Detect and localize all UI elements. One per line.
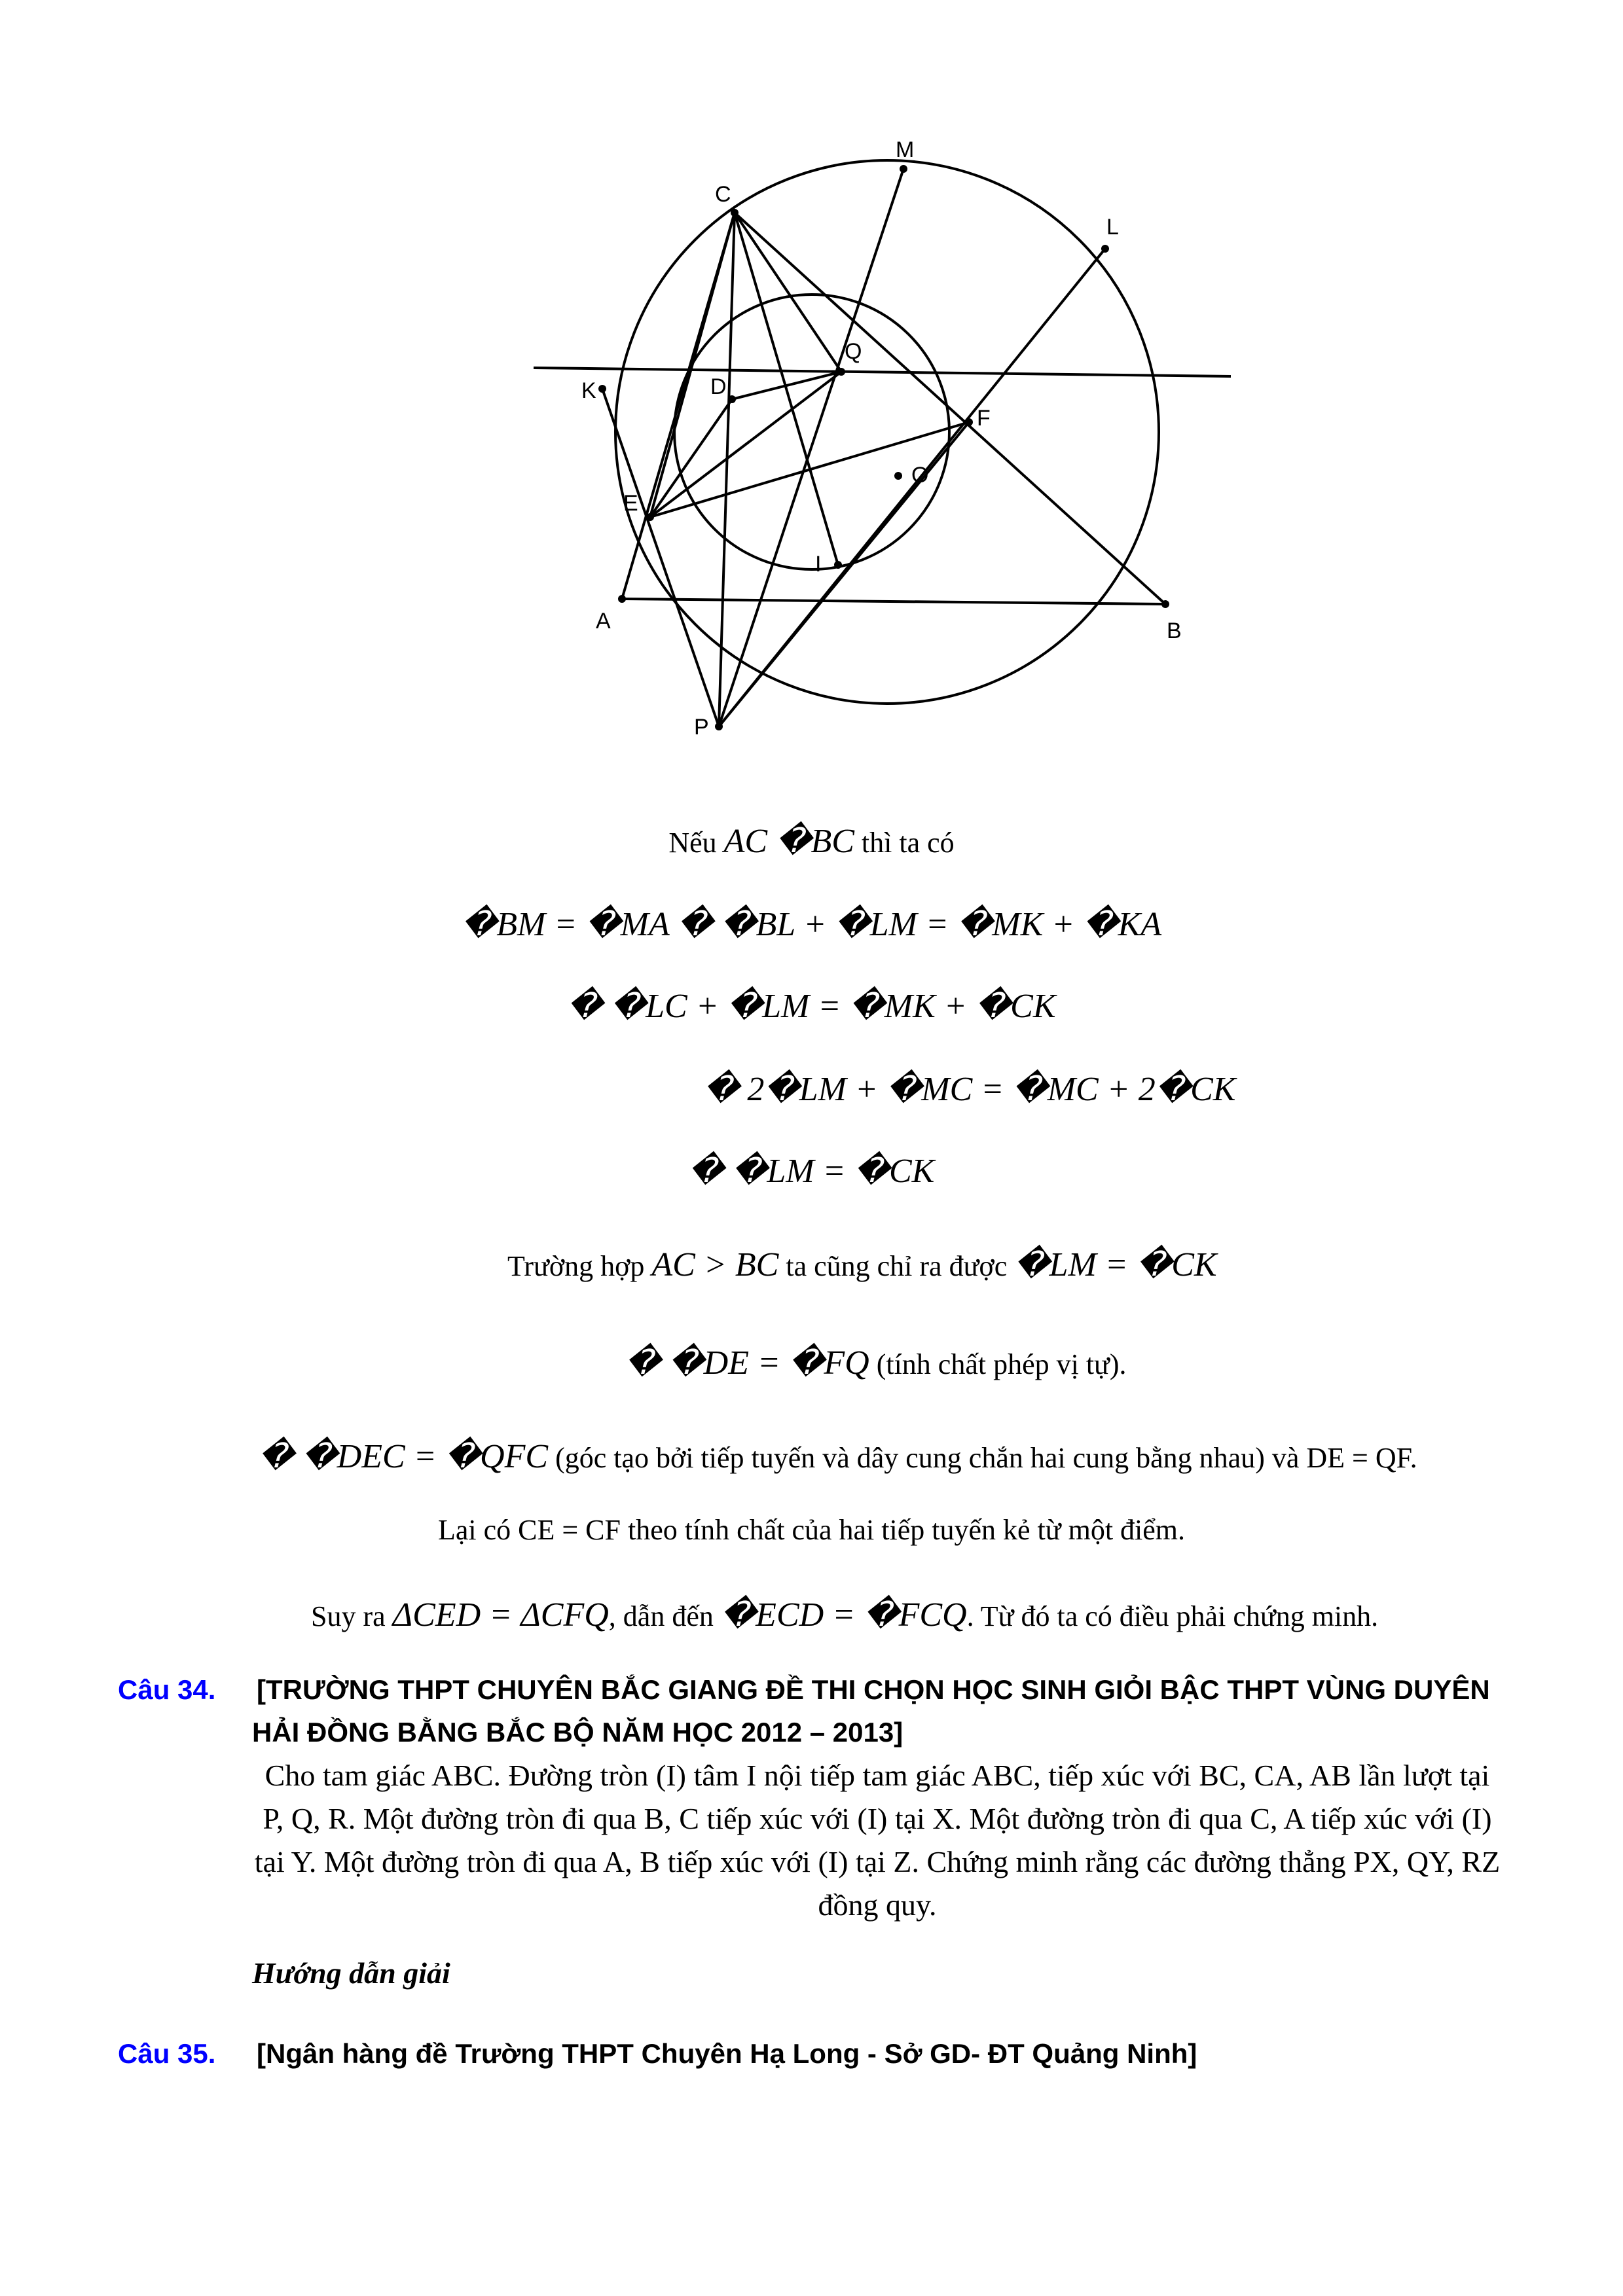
circumcircle	[615, 160, 1159, 704]
segment-ab	[622, 599, 1165, 604]
proof-line-3: � �LC + �LM = �MK + �CK	[567, 988, 1056, 1025]
geometry-figure	[511, 124, 1250, 753]
segment-pf	[719, 422, 969, 726]
proof-line-6-mid: ta cũng chỉ ra được	[778, 1250, 1015, 1282]
proof-line-7-math: � �DE = �FQ	[625, 1344, 869, 1382]
segment-cp	[719, 213, 735, 726]
label-b: B	[1167, 619, 1182, 643]
proof-line-6-math2: �LM = �CK	[1014, 1246, 1217, 1283]
proof-line-1-post: thì ta có	[854, 827, 955, 859]
proof-line-8	[259, 1439, 1417, 1477]
label-p: P	[694, 715, 709, 740]
proof-line-7	[625, 1345, 1127, 1383]
q34-title-line1: [TRƯỜNG THPT CHUYÊN BẮC GIANG ĐỀ THI CHỌN HỌC SINH GIỎI BẬC THPT VÙNG DUYÊN	[257, 1674, 1490, 1705]
proof-line-6-pre: Trường hợp	[507, 1250, 652, 1282]
proof-line-1	[0, 823, 1623, 861]
label-i: I	[815, 552, 822, 577]
label-c: C	[715, 182, 731, 207]
segment-cq	[735, 213, 841, 372]
label-q: Q	[845, 339, 862, 364]
proof-line-7-post: (tính chất phép vị tự).	[869, 1348, 1127, 1380]
proof-line-6	[507, 1247, 1217, 1285]
segment-ce	[650, 213, 735, 517]
proof-line-5: � �LM = �CK	[688, 1153, 935, 1190]
proof-line-4: � 2�LM + �MC = �MC + 2�CK	[704, 1071, 1236, 1108]
q34-body: Cho tam giác ABC. Đường tròn (I) tâm I nội tiếp tam giác ABC, tiếp xúc với BC, CA, AB lần lượt tại P, Q, R. Một đường tròn đi qua B, C tiếp xúc với (I) tại X. Một đường tròn đi qua C, A tiếp xúc với (I) tại Y. Một đường tròn đi qua A, B tiếp xúc với (I) tại Z. Chứng minh rằng các đường thẳng PX, QY, RZ đồng quy.	[254, 1759, 1501, 1922]
q35-label: Câu 35.	[118, 2038, 216, 2069]
proof-line-1-math: AC �BC	[723, 823, 854, 860]
proof-line-6-math1: AC > BC	[651, 1246, 779, 1283]
q34-title-line2: HẢI ĐỒNG BẰNG BẮC BỘ NĂM HỌC 2012 – 2013]	[252, 1717, 903, 1748]
label-m: M	[896, 137, 915, 162]
proof-line-9: Lại có CE = CF theo tính chất của hai tiếp tuyến kẻ từ một điểm.	[437, 1514, 1186, 1546]
segment-ci	[735, 213, 838, 565]
label-d: D	[710, 374, 727, 399]
proof-line-10-math2: �ECD = �FCQ	[720, 1596, 967, 1634]
line-k-through-q	[534, 368, 1231, 376]
proof-line-10-post: . Từ đó ta có điều phải chứng minh.	[966, 1600, 1379, 1632]
proof-line-10-pre: Suy ra	[311, 1600, 393, 1632]
q34-guide: Hướng dẫn giải	[252, 1956, 450, 1990]
label-l: L	[1106, 215, 1119, 240]
label-e: E	[623, 491, 638, 516]
label-o: O	[911, 463, 929, 488]
segment-pk	[602, 389, 719, 726]
proof-line-8-post: (góc tạo bởi tiếp tuyến và dây cung chắn hai cung bằng nhau) và DE = QF.	[548, 1442, 1417, 1474]
segment-cb	[735, 213, 1165, 604]
proof-line-2: �BM = �MA � �BL + �LM = �MK + �KA	[461, 906, 1162, 943]
proof-line-10-mid: , dẫn đến	[608, 1600, 721, 1632]
label-k: K	[581, 378, 596, 403]
incircle	[674, 295, 949, 569]
label-f: F	[977, 406, 991, 431]
q34-label: Câu 34.	[118, 1674, 216, 1705]
proof-line-10-math1: ΔCED = ΔCFQ	[392, 1596, 609, 1634]
q35-title: [Ngân hàng đề Trường THPT Chuyên Hạ Long - Sở GD- ĐT Quảng Ninh]	[257, 2038, 1197, 2069]
proof-line-10	[311, 1597, 1378, 1635]
proof-line-8-math: � �DEC = �QFC	[259, 1438, 549, 1475]
proof-line-1-pre: Nếu	[668, 827, 724, 859]
label-a: A	[596, 609, 611, 634]
